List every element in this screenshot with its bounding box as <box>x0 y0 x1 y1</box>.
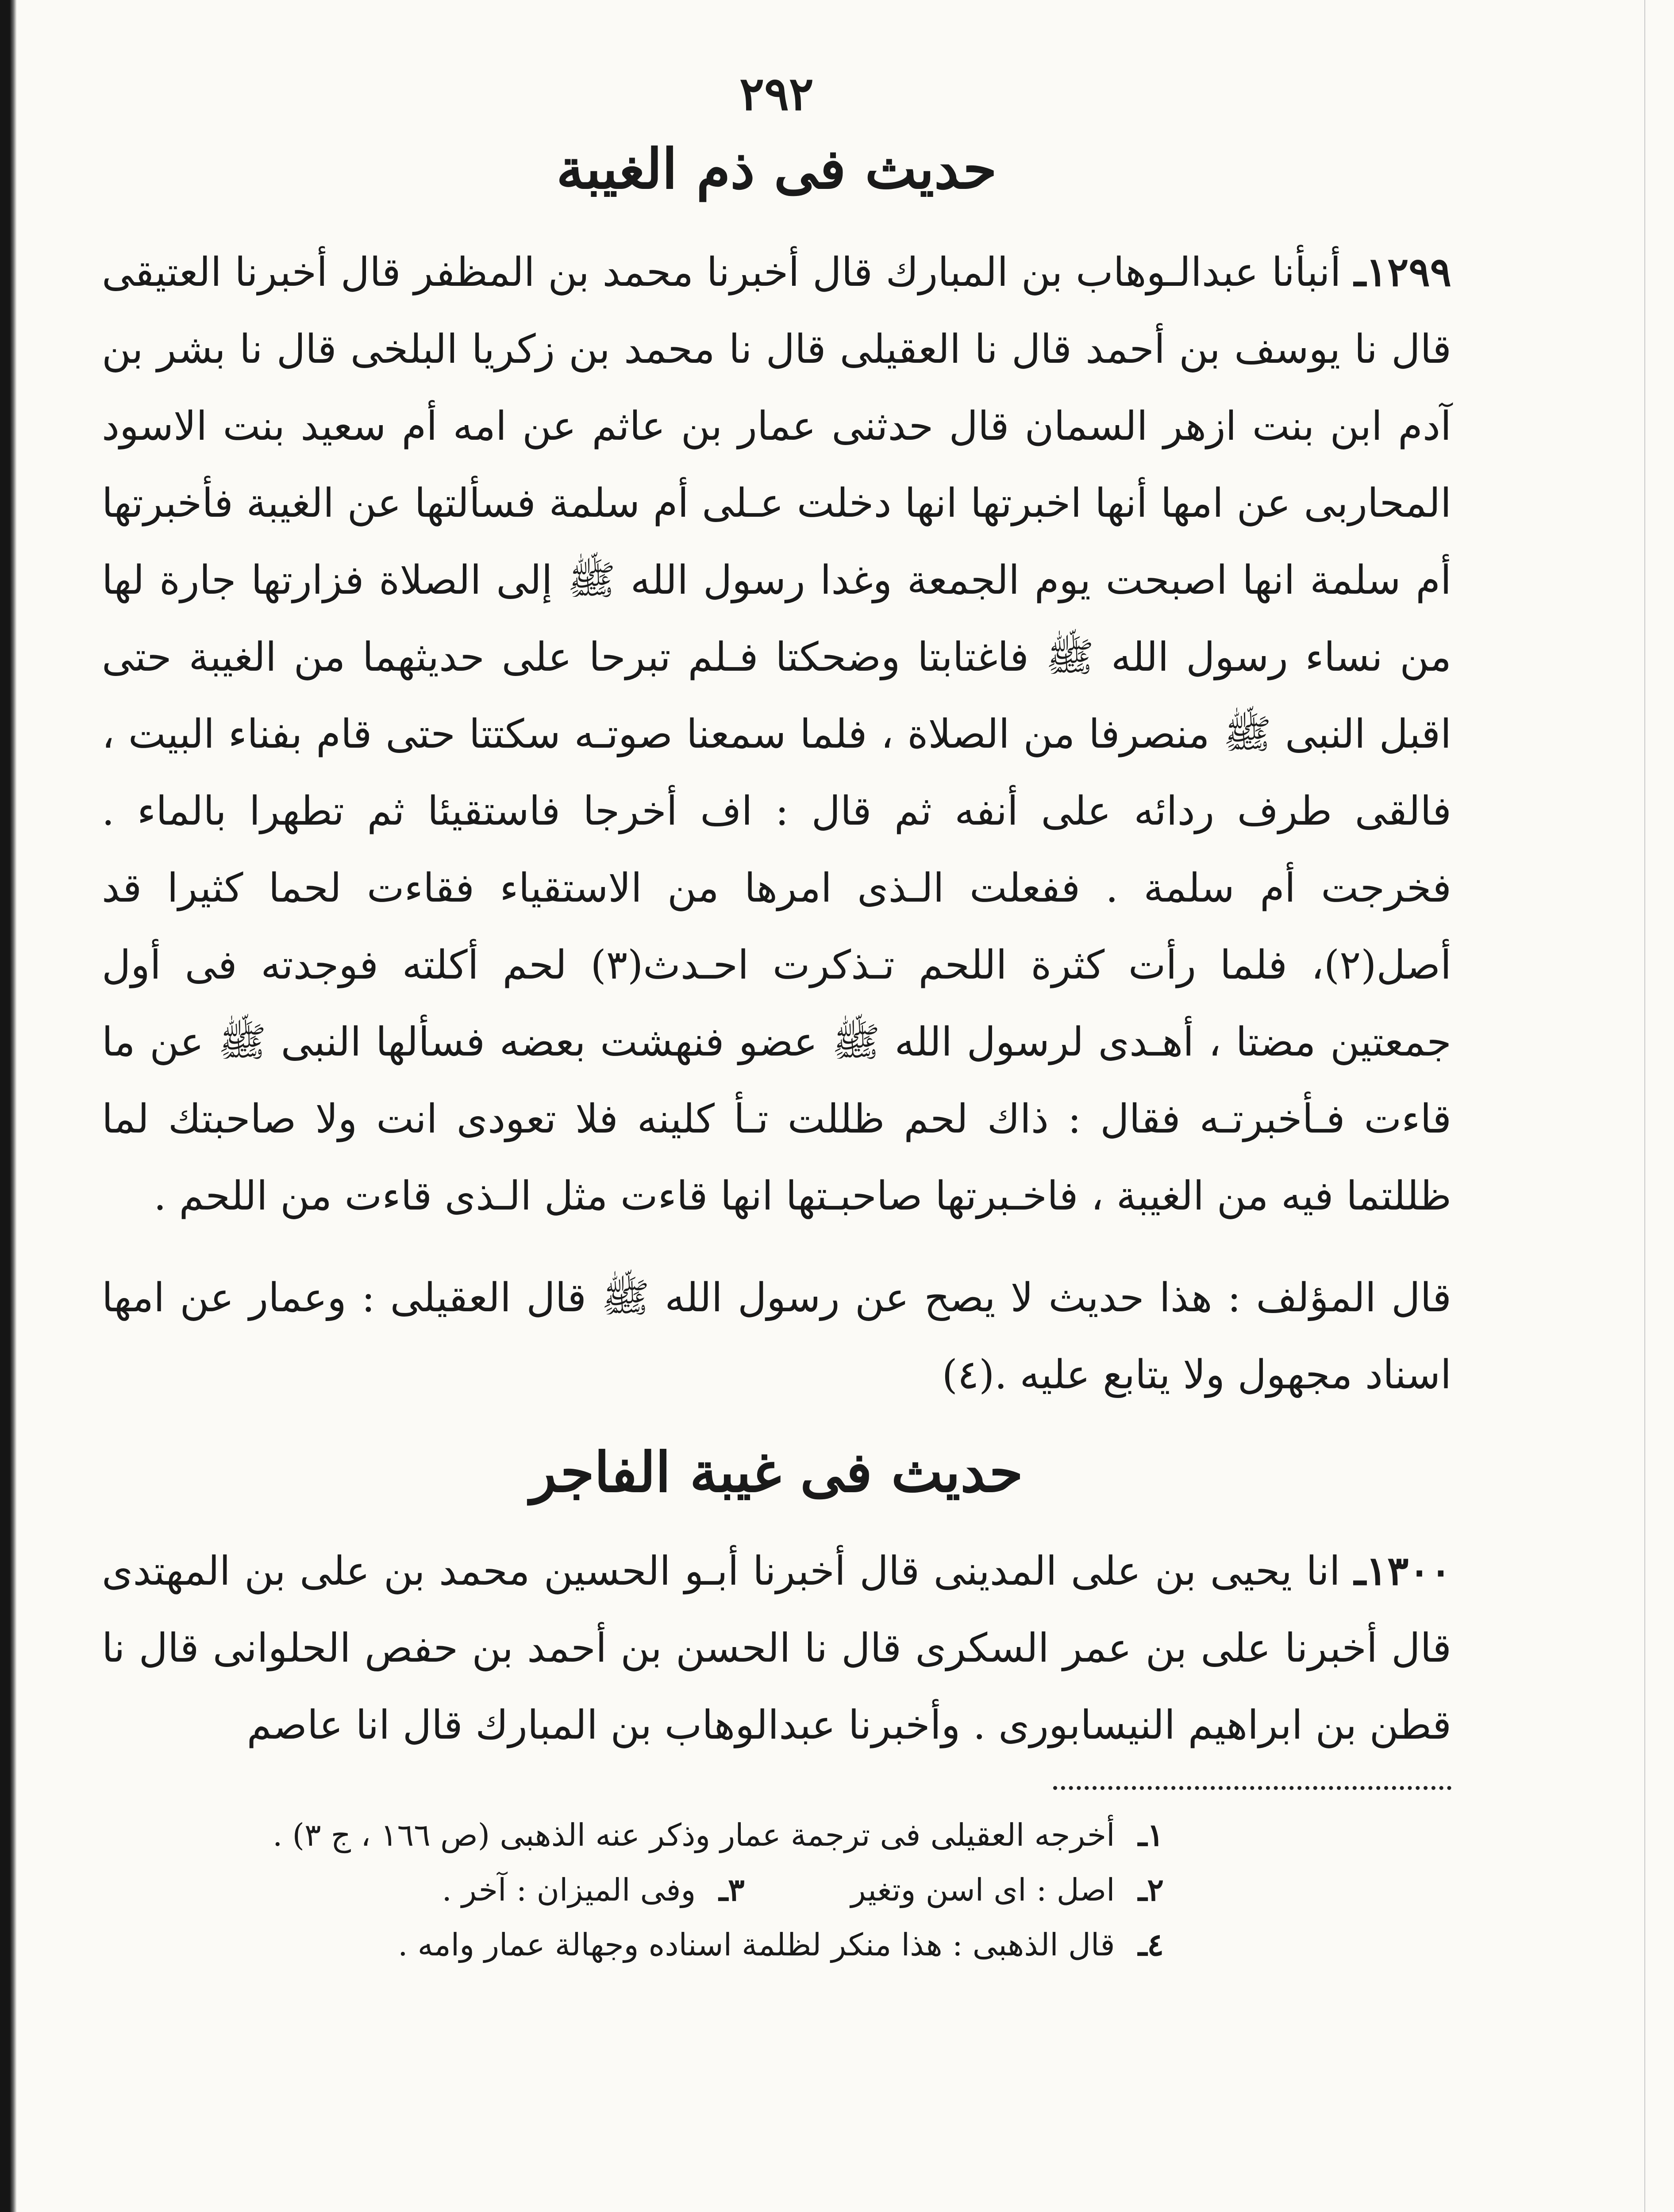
hadith-1299-text <box>102 234 1451 1235</box>
page-number: ٢٩٢ <box>739 66 814 121</box>
book-page <box>102 66 1451 1972</box>
section-title-1: حديث فى ذم الغيبة <box>556 137 997 201</box>
footnote-2-number: ٢ـ <box>1138 1871 1164 1908</box>
hadith-1299-body: أنبأنا عبدالـوهاب بن المبارك قال أخبرنا محمد بن المظفر قال أخبرنا العتيقى قال نا يوسف بن أحمد قال نا العقيلى قال نا محمد بن زكريا البلخى قال نا بشر بن آدم ابن بنت ازهر السمان قال حدثنى عمار بن عاثم عن امه أم سعيد بنت الاسود المحاربى عن امها أنها اخبرتها انها دخلت عـلى أم سلمة فسألتها عن الغيبة فأخبرتها أم سلمة انها اصبحت يوم الجمعة وغدا رسول الله ﷺ إلى الصلاة فزارتها جارة لها من نساء رسول الله ﷺ فاغتابتا وضحكتا فـلم تبرحا على حديثهما من الغيبة حتى اقبل النبى ﷺ منصرفا من الصلاة ، فلما سمعنا صوتـه سكتتا حتى قام بفناء البيت ، فالقى طرف ردائه على أنفه ثم قال : اف أخرجا فاستقيئا ثم تطهرا بالماء . فخرجت أم سلمة . ففعلت الـذى امرها من الاستقياء فقاءت لحما كثيرا قد أصل(٢)، فلما رأت كثرة اللحم تـذكرت احـدث(٣) لحم أكلته فوجدته فى أول جمعتين مضتا ، أهـدى لرسول الله ﷺ عضو فنهشت بعضه فسألها النبى ﷺ عن ما قاءت فـأخبرتـه فقال : ذاك لحم ظللت تـأ كلينه فلا تعودى انت ولا صاحبتك لما ظللتما فيه من الغيبة ، فاخـبرتها صاحبـتها انها قاءت مثل الـذى قاءت من اللحم . <box>102 249 1451 1219</box>
hadith-1300-text <box>102 1532 1451 1764</box>
footnote-3-number: ٣ـ <box>719 1871 745 1908</box>
footnote-3-text: وفى الميزان : آخر . <box>442 1871 696 1908</box>
footnote-2-text: اصل : اى اسن وتغير <box>850 1871 1115 1908</box>
hadith-number-1299: ١٢٩٩ـ <box>1354 248 1451 296</box>
footnote-4-number: ٤ـ <box>1138 1926 1164 1963</box>
footnote-2 <box>851 1863 1164 1917</box>
footnote-divider <box>1053 1786 1451 1790</box>
page-binding-edge <box>0 0 17 2212</box>
footnote-1-number: ١ـ <box>1138 1816 1164 1853</box>
footnote-1 <box>102 1808 1164 1863</box>
footnote-3 <box>442 1863 745 1917</box>
footnote-1-text: أخرجه العقيلى فى ترجمة عمار وذكر عنه الذهبى (ص ١٦٦ ، ج ٣) . <box>273 1816 1115 1853</box>
footnote-4 <box>102 1917 1164 1972</box>
footnote-row-2-3 <box>102 1863 1164 1917</box>
hadith-number-1300: ١٣٠٠ـ <box>1354 1547 1452 1594</box>
author-note: قال المؤلف : هذا حديث لا يصح عن رسول الله ﷺ قال العقيلى : وعمار عن امها اسناد مجهول ولا يتابع عليه .(٤) <box>102 1274 1451 1398</box>
footnote-4-text: قال الذهبى : هذا منكر لظلمة اسناده وجهالة عمار وامه . <box>398 1926 1115 1963</box>
hadith-1300-body: انا يحيى بن على المدينى قال أخبرنا أبـو الحسين محمد بن على بن المهتدى قال أخبرنا على بن عمر السكرى قال نا الحسن بن أحمد بن حفص الحلوانى قال نا قطن بن ابراهيم النيسابورى . وأخبرنا عبدالوهاب بن المبارك قال انا عاصم <box>102 1548 1451 1748</box>
footnotes <box>102 1808 1451 1972</box>
page-fold-line <box>1644 0 1645 2212</box>
section-title-2: حديث فى غيبة الفاجر <box>530 1440 1024 1505</box>
